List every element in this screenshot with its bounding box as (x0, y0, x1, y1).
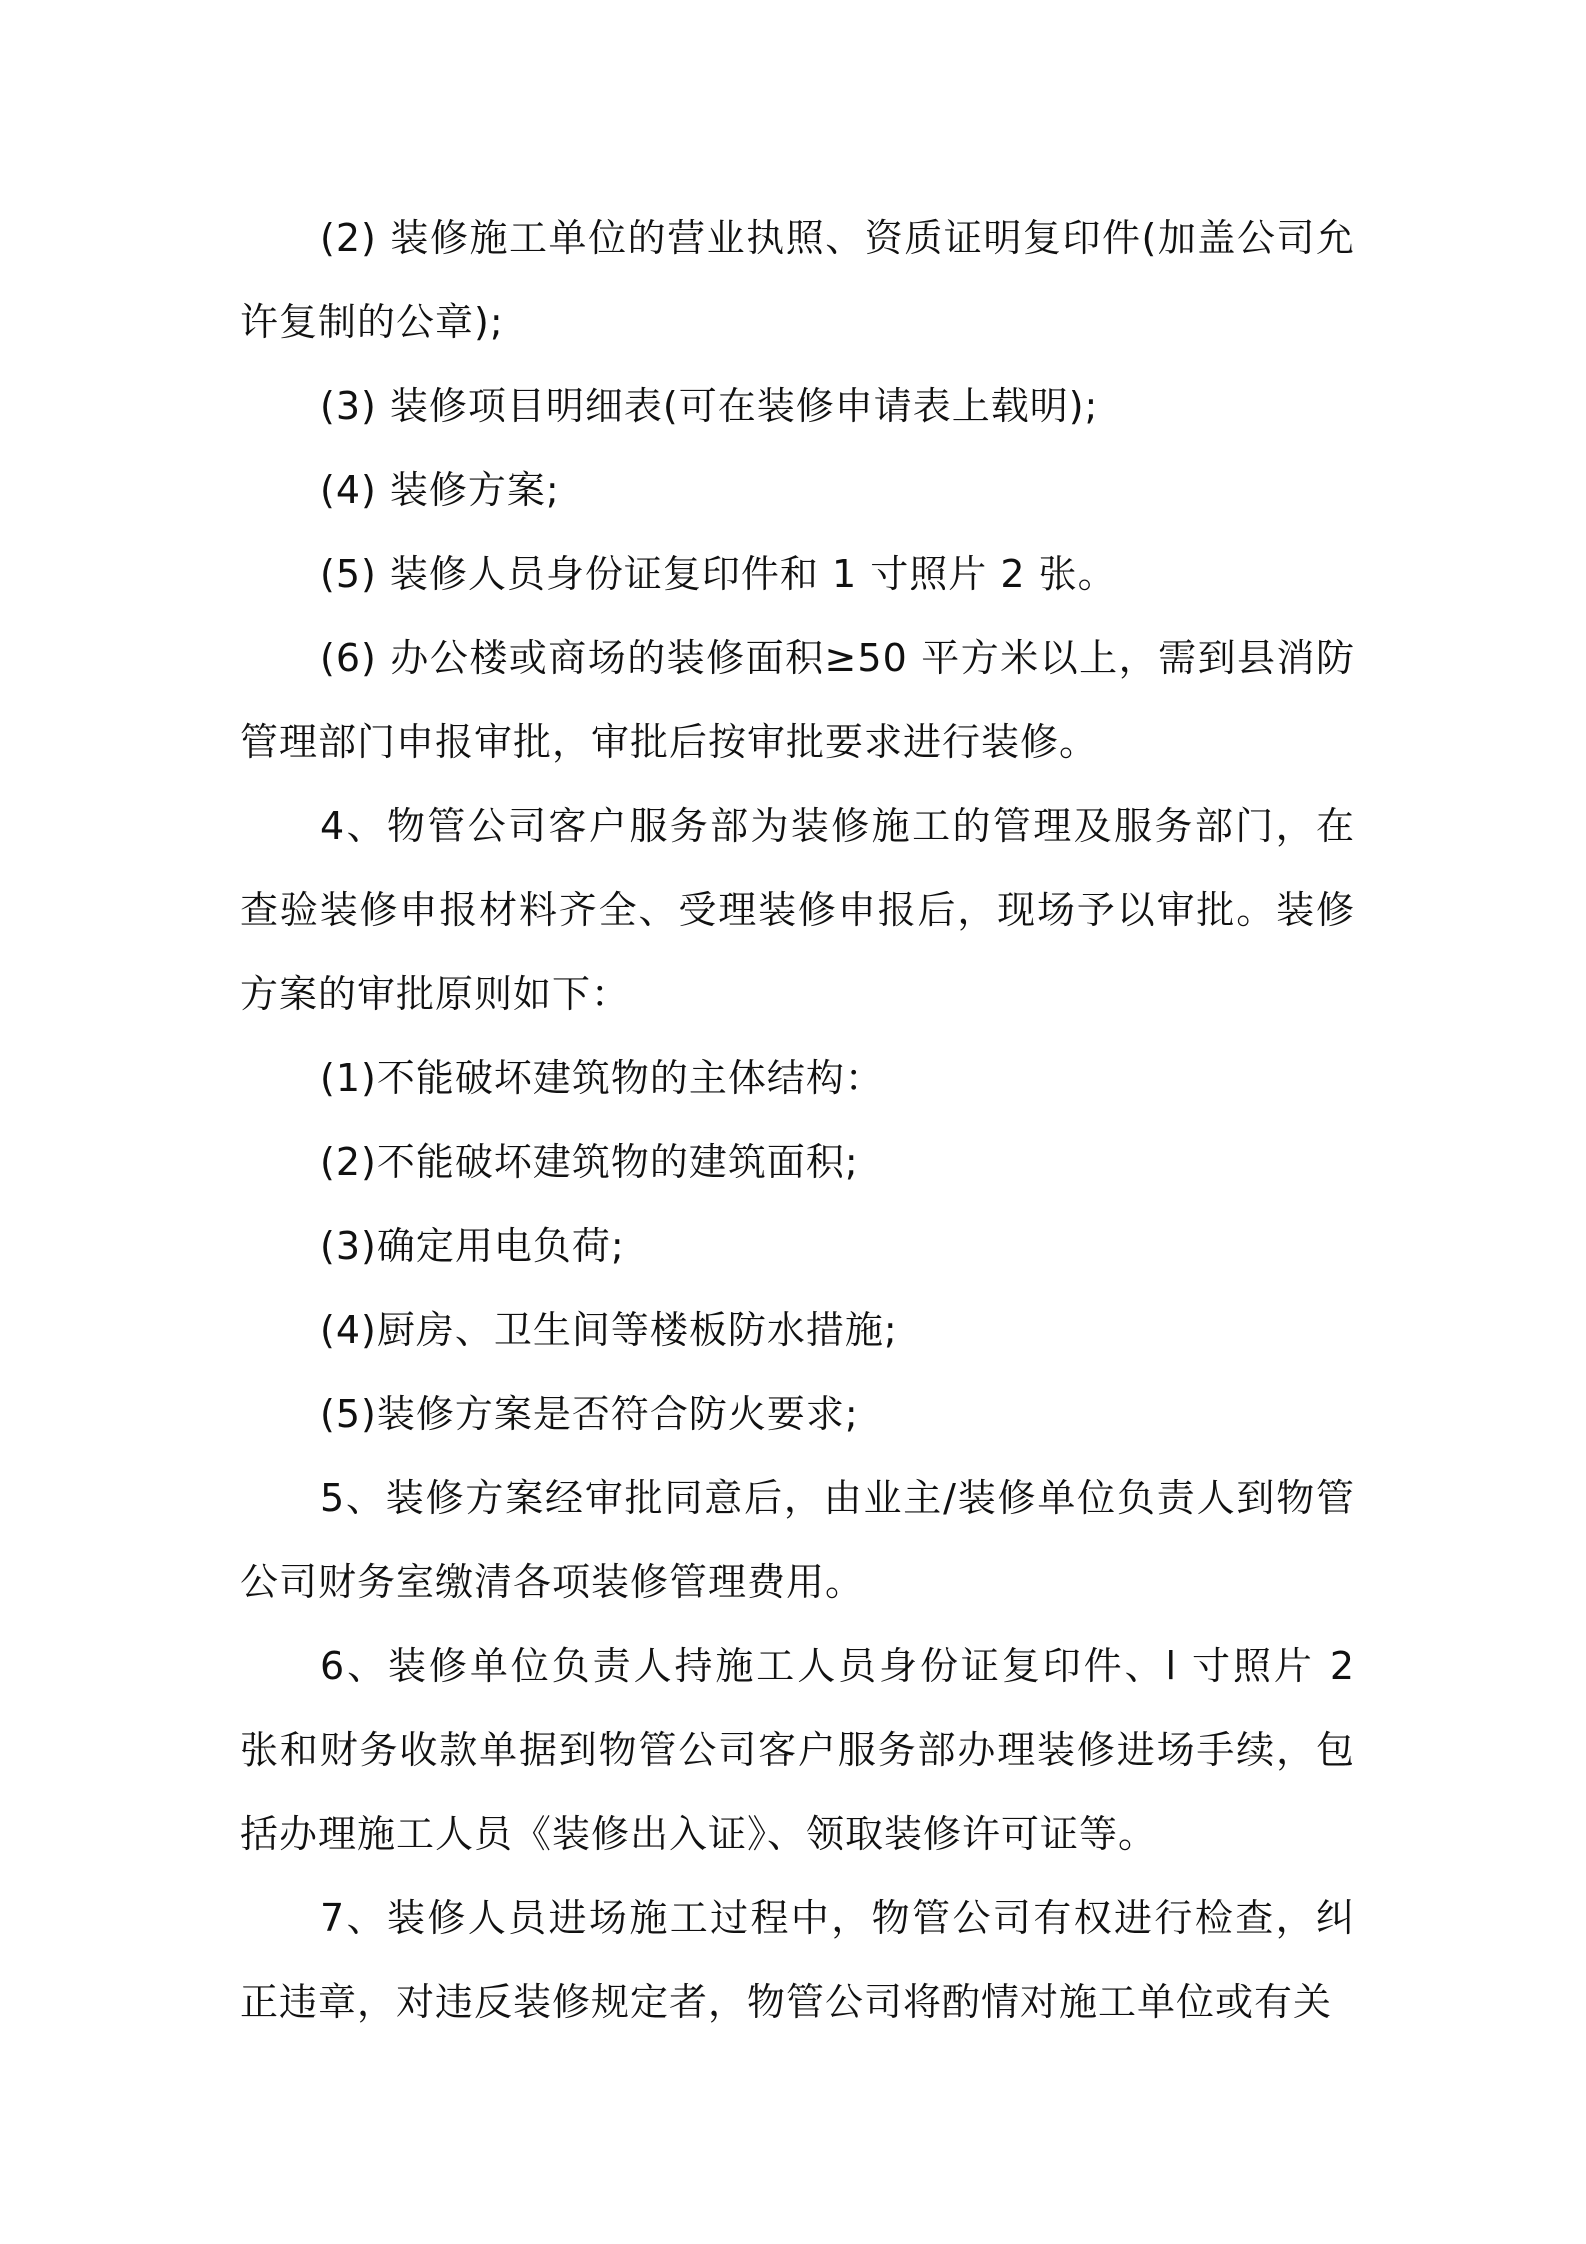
paragraph-principle-5: (5)装修方案是否符合防火要求; (320, 1392, 859, 1436)
paragraph-principle-4: (4)厨房、卫生间等楼板防水措施; (320, 1308, 898, 1352)
paragraph-item-3-project-list: (3) 装修项目明细表(可在装修申请表上载明); (320, 384, 1099, 428)
paragraph-section-4-approval: 4、物管公司客户服务部为装修施工的管理及服务部门，在查验装修申报材料齐全、受理装修申报后，现场予以审批。装修方案的审批原则如下： (240, 804, 1355, 1016)
paragraph-item-6-fire-approval: (6) 办公楼或商场的装修面积≥50 平方米以上，需到县消防管理部门申报审批，审批后按审批要求进行装修。 (240, 636, 1355, 764)
paragraph-principle-2: (2)不能破坏建筑物的建筑面积; (320, 1140, 859, 1184)
paragraph-principle-1: (1)不能破坏建筑物的主体结构： (320, 1056, 884, 1100)
document-body (240, 196, 1355, 2044)
paragraph-section-6-entry: 6、装修单位负责人持施工人员身份证复印件、l 寸照片 2 张和财务收款单据到物管公司客户服务部办理装修进场手续，包括办理施工人员《装修出入证》、领取装修许可证等。 (240, 1644, 1355, 1856)
paragraph-item-4-plan: (4) 装修方案; (320, 468, 560, 512)
paragraph-section-5-fees: 5、装修方案经审批同意后，由业主/装修单位负责人到物管公司财务室缴清各项装修管理费用。 (240, 1476, 1355, 1604)
paragraph-principle-3: (3)确定用电负荷; (320, 1224, 625, 1268)
paragraph-item-5-id-photos: (5) 装修人员身份证复印件和 1 寸照片 2 张。 (320, 552, 1117, 596)
paragraph-item-2-license: (2) 装修施工单位的营业执照、资质证明复印件(加盖公司允许复制的公章); (240, 216, 1355, 344)
paragraph-section-7-inspection: 7、装修人员进场施工过程中，物管公司有权进行检查，纠正违章，对违反装修规定者，物管公司将酌情对施工单位或有关 (240, 1896, 1355, 2024)
